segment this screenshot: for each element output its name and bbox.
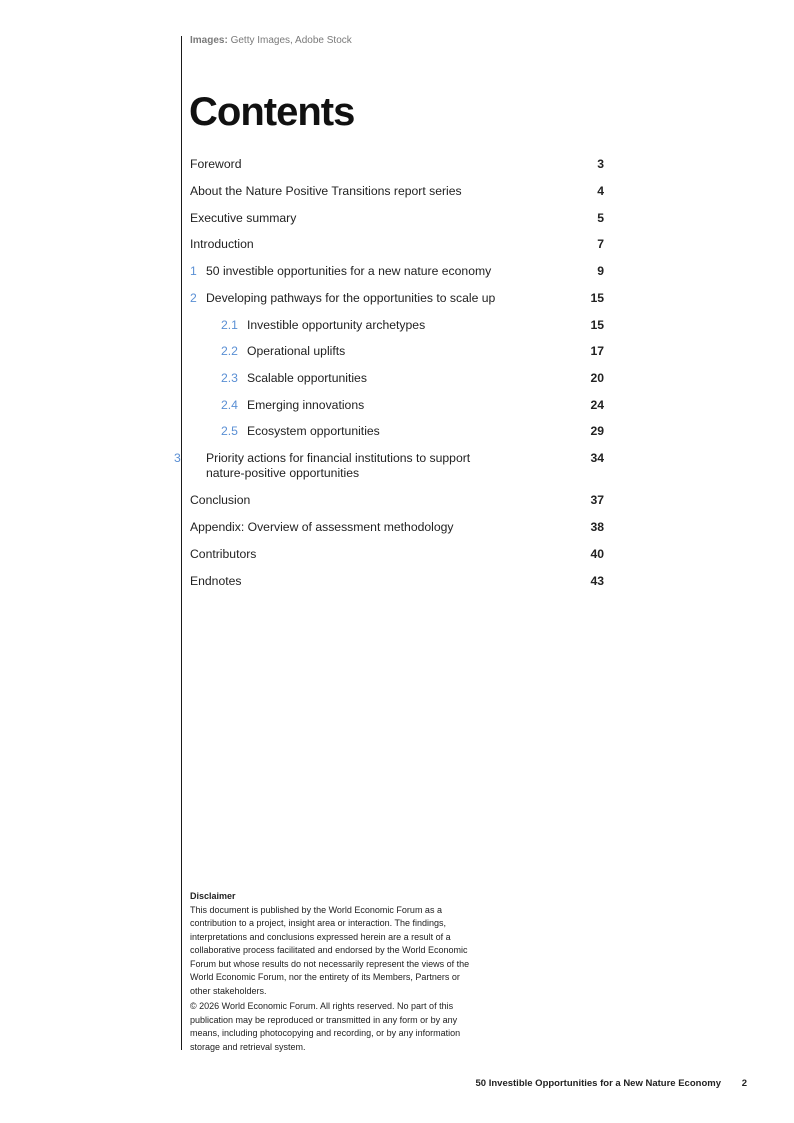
toc-section-number: 2.2 [221,344,238,358]
toc-page-number: 7 [597,237,604,251]
toc-label: About the Nature Positive Transitions report series [190,184,462,198]
toc-label: Conclusion [190,493,251,507]
toc-label [174,451,496,481]
toc-label: Appendix: Overview of assessment methodology [190,520,454,534]
toc-label: Scalable opportunities [247,371,367,385]
toc-label: Endnotes [190,574,242,588]
toc-page-number: 5 [597,211,604,225]
toc-label: Foreword [190,157,242,171]
toc-item-section-2-1[interactable] [190,318,604,333]
copyright-notice: © 2026 World Economic Forum. All rights reserved. No part of this publication may be reproduced or transmitted in any form or by any means, including photocopying and recording, or by any information storage and retrieval system. [190,1001,461,1052]
disclaimer-body: This document is published by the World Economic Forum as a contribution to a project, insight area or interaction. The findings, interpretations and conclusions expressed herein are a result of a collaborative process facilitated and endorsed by the World Economic Forum but whose results do not necessarily represent the views of the World Economic Forum, nor the entirety of its Members, Partners or other stakeholders. [190,904,470,996]
toc-page-number: 37 [590,493,604,507]
page-title: Contents [189,90,355,134]
toc-section-number: 3 [174,451,181,465]
toc-page-number: 17 [590,344,604,358]
table-of-contents [174,157,604,589]
margin-rule [181,36,182,1050]
footer-page-number: 2 [741,1078,747,1089]
toc-page-number: 40 [590,547,604,561]
toc-page-number: 29 [590,424,604,438]
toc-label: Investible opportunity archetypes [247,318,426,332]
toc-item-executive-summary[interactable] [190,211,604,226]
toc-label-text: Priority actions for financial institutions to support nature-positive opportunities [206,451,471,480]
toc-label: Contributors [190,547,257,561]
toc-page-number: 43 [590,574,604,588]
image-credits [190,35,352,46]
toc-item-chapter-2[interactable] [190,291,604,306]
toc-page-number: 4 [597,184,604,198]
toc-label: Emerging innovations [247,398,365,412]
toc-label: 50 investible opportunities for a new nature economy [206,264,492,278]
toc-item-chapter-1[interactable] [190,264,604,279]
toc-item-contributors[interactable] [190,547,604,562]
toc-section-number: 2.1 [221,318,238,332]
toc-section-number: 1 [190,264,197,278]
toc-item-chapter-3[interactable] [174,451,604,481]
toc-page-number: 24 [590,398,604,412]
toc-item-about-series[interactable] [190,184,604,199]
credits-text: Getty Images, Adobe Stock [230,35,352,46]
toc-item-appendix[interactable] [190,520,604,535]
toc-item-section-2-3[interactable] [190,371,604,386]
toc-page-number: 20 [590,371,604,385]
toc-page-number: 9 [597,264,604,278]
toc-item-section-2-5[interactable] [190,424,604,439]
footer-document-title: 50 Investible Opportunities for a New Nature Economy [475,1078,721,1089]
toc-item-section-2-4[interactable] [190,398,604,413]
toc-item-foreword[interactable] [190,157,604,172]
toc-page-number: 34 [590,451,604,465]
toc-label: Introduction [190,237,254,251]
toc-section-number: 2.3 [221,371,238,385]
toc-label: Operational uplifts [247,344,346,358]
toc-label: Ecosystem opportunities [247,424,380,438]
disclaimer [190,890,480,1056]
toc-label: Developing pathways for the opportunities to scale up [206,291,496,305]
toc-section-number: 2 [190,291,197,305]
toc-section-number: 2.5 [221,424,238,438]
credits-label: Images: [190,35,228,46]
toc-page-number: 38 [590,520,604,534]
toc-label: Executive summary [190,211,297,225]
toc-page-number: 15 [590,318,604,332]
toc-item-conclusion[interactable] [190,493,604,508]
toc-item-section-2-2[interactable] [190,344,604,359]
toc-page-number: 3 [597,157,604,171]
disclaimer-heading: Disclaimer [190,891,236,901]
toc-page-number: 15 [590,291,604,305]
toc-section-number: 2.4 [221,398,238,412]
toc-item-introduction[interactable] [190,237,604,252]
toc-item-endnotes[interactable] [190,574,604,589]
